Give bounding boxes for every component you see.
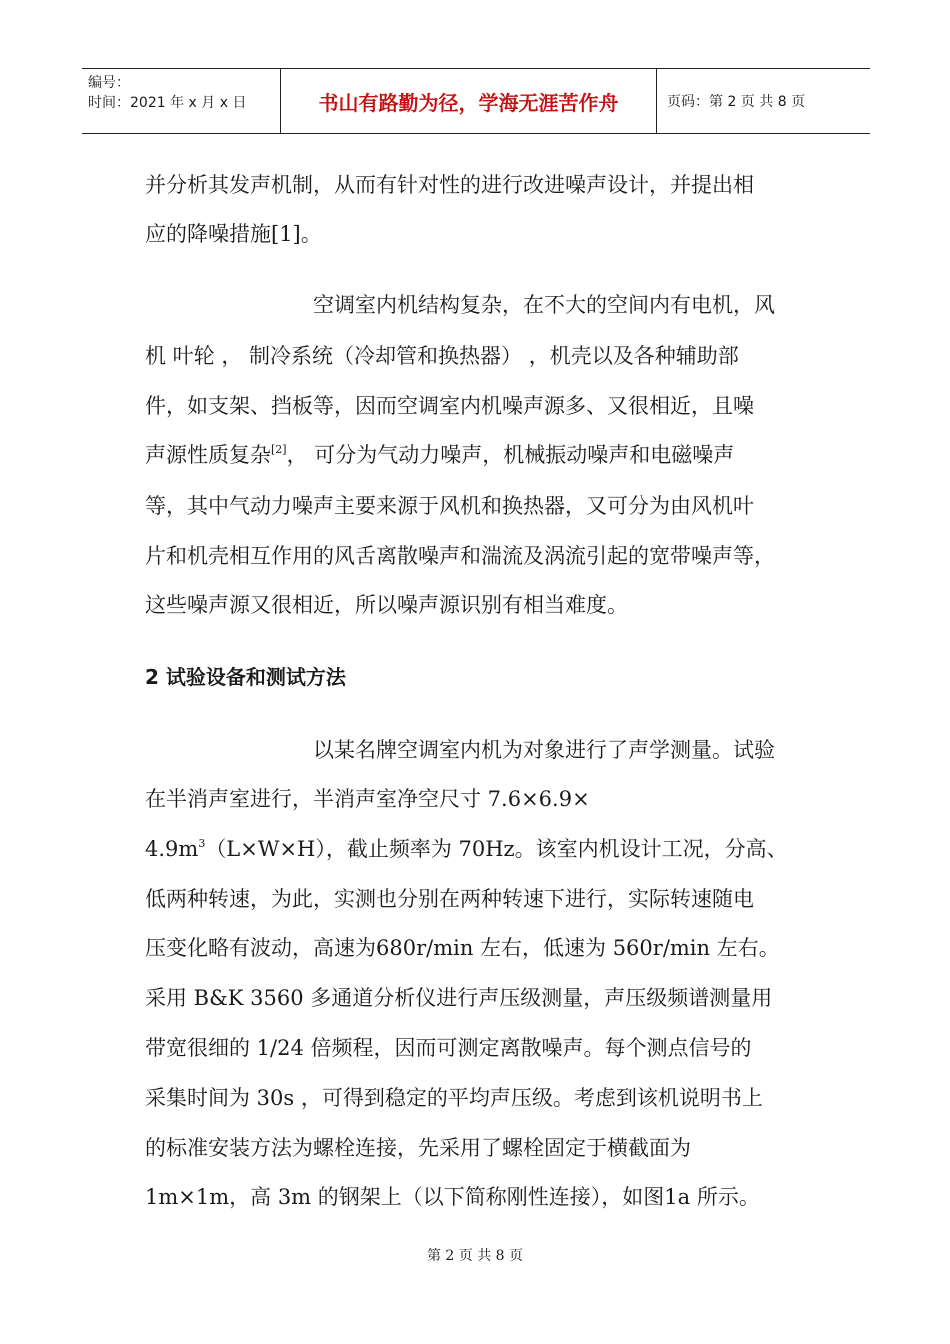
paragraph-line: 在半消声室进行，半消声室净空尺寸 7.6×6.9× (145, 787, 590, 811)
paragraph-line: 这些噪声源又很相近，所以噪声源识别有相当难度。 (145, 593, 628, 617)
paragraph-line: 并分析其发声机制，从而有针对性的进行改进噪声设计，并提出相 (145, 173, 754, 197)
paragraph-line: 片和机壳相互作用的风舌离散噪声和湍流及涡流引起的宽带噪声等， (145, 544, 775, 568)
paragraph-line: 带宽很细的 1/24 倍频程，因而可测定离散噪声。每个测点信号的 (145, 1036, 752, 1060)
paragraph-line: 压变化略有波动，高速为680r/min 左右，低速为 560r/min 左右。 (145, 936, 780, 960)
text-segment: ， 可分为气动力噪声，机械振动噪声和电磁噪声 (286, 443, 735, 467)
header-left-cell (82, 69, 281, 133)
text-segment: 4.9m (145, 837, 199, 861)
paragraph-line: 低两种转速，为此，实测也分别在两种转速下进行，实际转速随电 (145, 887, 754, 911)
citation: [2] (271, 443, 287, 456)
motto: 书山有路勤为径，学海无涯苦作舟 (281, 69, 657, 133)
paragraph-line: 机 叶轮 ， 制冷系统（冷却管和换热器） ，机壳以及各种辅助部 (145, 344, 739, 368)
page-info: 页码：第 2 页 共 8 页 (667, 94, 806, 110)
number-label: 编号： (88, 75, 130, 91)
text-segment: （L×W×H），截止频率为 70Hz。该室内机设计工况，分高、 (205, 837, 788, 861)
paragraph-line: 等，其中气动力噪声主要来源于风机和换热器，又可分为由风机叶 (145, 494, 754, 518)
header-table (82, 68, 870, 134)
paragraph-line: 件，如支架、挡板等，因而空调室内机噪声源多、又很相近，且噪 (145, 394, 754, 418)
superscript: 3 (198, 837, 206, 850)
paragraph-line (145, 440, 734, 470)
page-footer: 第 2 页 共 8 页 (426, 1248, 524, 1264)
paragraph-line: 采集时间为 30s ，可得到稳定的平均声压级。考虑到该机说明书上 (145, 1086, 763, 1110)
paragraph-line: 的标准安装方法为螺栓连接，先采用了螺栓固定于横截面为 (145, 1136, 691, 1160)
paragraph-line: 1m×1m，高 3m 的钢架上（以下简称刚性连接），如图1a 所示。 (145, 1185, 760, 1209)
paragraph-line (145, 834, 788, 864)
section-heading: 2 试验设备和测试方法 (145, 665, 346, 689)
text-segment: 声源性质复杂 (145, 443, 271, 467)
paragraph-line: 以某名牌空调室内机为对象进行了声学测量。试验 (313, 738, 775, 762)
paragraph-line: 应的降噪措施[1]。 (145, 222, 322, 246)
paragraph-line: 空调室内机结构复杂，在不大的空间内有电机，风 (313, 293, 775, 317)
paragraph-line: 采用 B&K 3560 多通道分析仪进行声压级测量，声压级频谱测量用 (145, 986, 773, 1010)
date-label: 时间：2021 年 x 月 x 日 (88, 95, 247, 111)
